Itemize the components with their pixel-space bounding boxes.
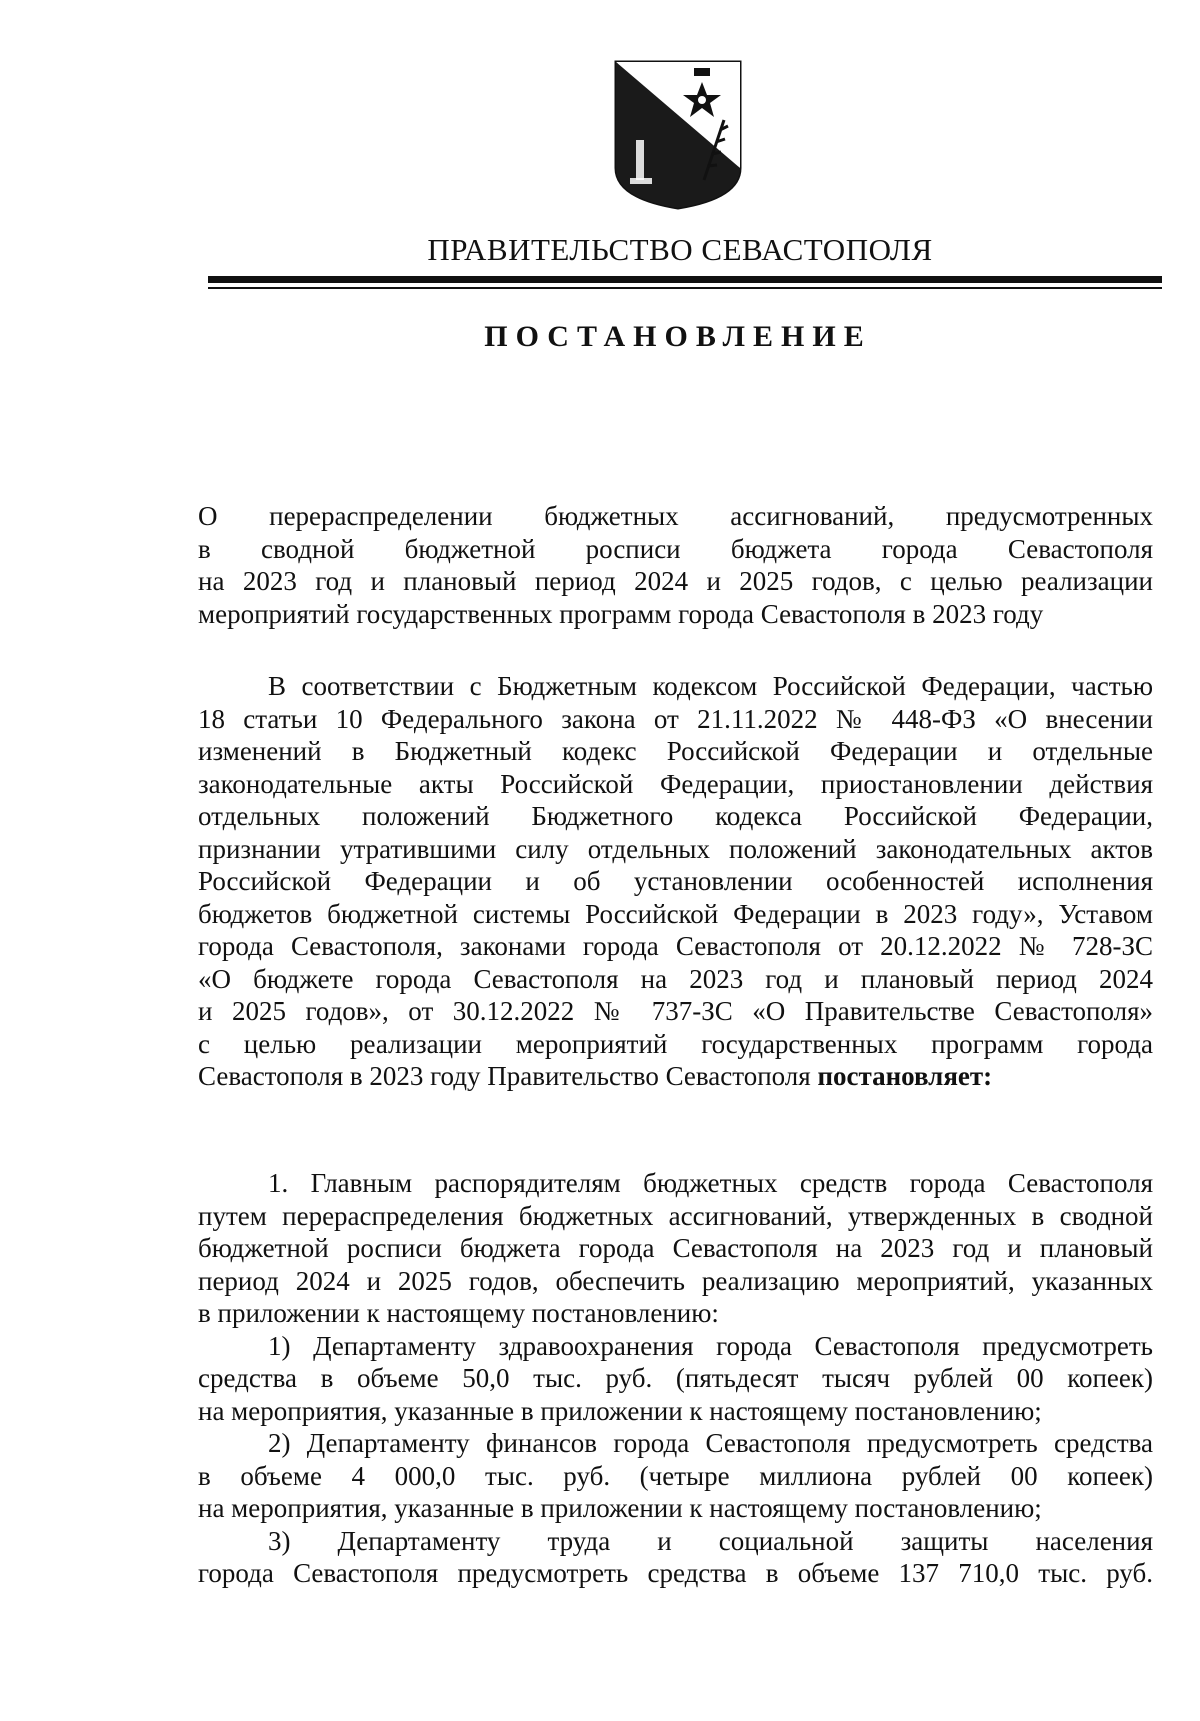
organization-name: ПРАВИТЕЛЬСТВО СЕВАСТОПОЛЯ [427, 232, 933, 267]
clause-line: 1) Департаменту здравоохранения города Севастополя предусмотреть [268, 1330, 1153, 1361]
title-line: в сводной бюджетной росписи бюджета города Севастополя [198, 533, 1153, 564]
preamble-line: бюджетов бюджетной системы Российской Федерации в 2023 году», Уставом [198, 898, 1153, 929]
preamble-line: изменений в Бюджетный кодекс Российской Федерации и отдельные [198, 736, 1153, 766]
clause-line: 1. Главным распорядителям бюджетных средств города Севастополя [268, 1168, 1153, 1198]
clause-line: города Севастополя предусмотреть средства в объеме 137 710,0 тыс. руб. [198, 1558, 1153, 1588]
document-type-heading: ПОСТАНОВЛЕНИЕ [484, 320, 872, 353]
clause-line: путем перераспределения бюджетных ассигнований, утвержденных в сводной [198, 1200, 1153, 1231]
preamble-paragraph [198, 670, 1153, 1093]
preamble-line: и 2025 годов», от 30.12.2022 № 737-ЗС «О Правительстве Севастополя» [198, 996, 1153, 1026]
clause-line: 3) Департаменту труда и социальной защиты населения [268, 1525, 1153, 1556]
preamble-line: отдельных положений Бюджетного кодекса Российской Федерации, [198, 801, 1153, 831]
coat-of-arms-emblem [612, 60, 744, 210]
clause-line: на мероприятия, указанные в приложении к настоящему постановлению; [198, 1395, 1042, 1426]
title-line: мероприятий государственных программ города Севастополя в 2023 году [198, 598, 1044, 629]
header-rule-thick [208, 276, 1162, 283]
clause-line: на мероприятия, указанные в приложении к настоящему постановлению; [198, 1493, 1042, 1523]
preamble-line: 18 статьи 10 Федерального закона от 21.11.2022 № 448-ФЗ «О внесении [198, 703, 1153, 734]
header-rule-thin [208, 287, 1162, 289]
clause-line: 2) Департаменту финансов города Севастополя предусмотреть средства [268, 1428, 1153, 1458]
clause-line: период 2024 и 2025 годов, обеспечить реализацию мероприятий, указанных [198, 1265, 1153, 1296]
preamble-line: Российской Федерации и об установлении особенностей исполнения [198, 866, 1153, 896]
document-title [198, 500, 1153, 630]
preamble-line: с целью реализации мероприятий государственных программ города [198, 1028, 1153, 1059]
preamble-line: законодательные акты Российской Федерации, приостановлении действия [198, 768, 1153, 799]
preamble-line: признании утратившими силу отдельных положений законодательных актов [198, 833, 1153, 864]
title-line: О перераспределении бюджетных ассигнований, предусмотренных [198, 501, 1153, 531]
clause-line: в объеме 4 000,0 тыс. руб. (четыре миллиона рублей 00 копеек) [198, 1460, 1153, 1491]
preamble-line: города Севастополя, законами города Севастополя от 20.12.2022 № 728-ЗС [198, 931, 1153, 961]
resolves-keyword: постановляет: [817, 1061, 993, 1091]
clause-line: бюджетной росписи бюджета города Севастополя на 2023 год и плановый [198, 1233, 1153, 1263]
title-line: на 2023 год и плановый период 2024 и 2025 годов, с целью реализации [198, 566, 1153, 596]
preamble-last-text: Севастополя в 2023 году Правительство Севастополя [198, 1061, 818, 1091]
clauses-section [198, 1167, 1153, 1590]
preamble-line: «О бюджете города Севастополя на 2023 год и плановый период 2024 [198, 963, 1153, 994]
preamble-line [198, 1060, 1153, 1093]
clause-line: средства в объеме 50,0 тыс. руб. (пятьдесят тысяч рублей 00 копеек) [198, 1363, 1153, 1393]
preamble-line: В соответствии с Бюджетным кодексом Российской Федерации, частью [268, 671, 1153, 701]
clause-line: в приложении к настоящему постановлению: [198, 1298, 719, 1328]
